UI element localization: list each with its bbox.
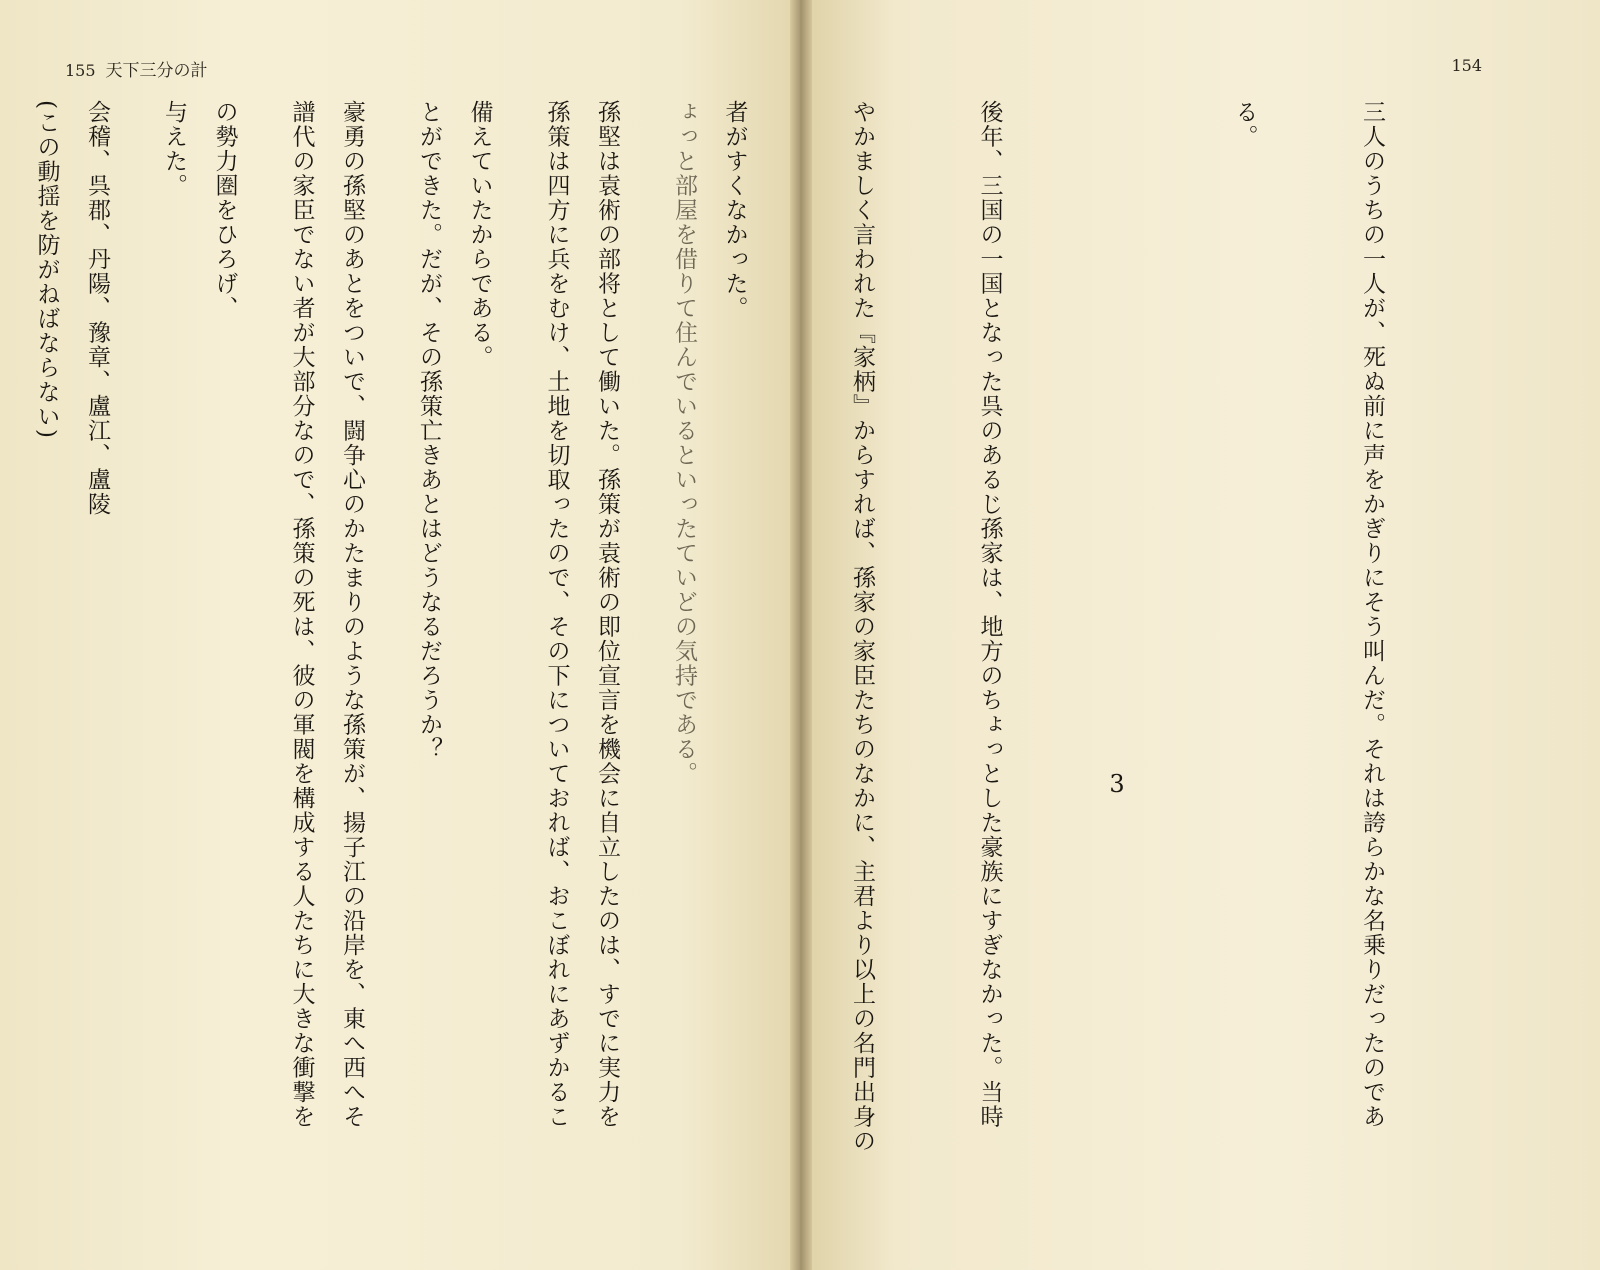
text-line: 備えていたからである。: [466, 100, 493, 370]
right-page-header: [1451, 56, 1482, 75]
left-page-header: [65, 56, 208, 81]
book-gutter: [790, 0, 812, 1270]
text-line: 与えた。: [161, 100, 187, 198]
text-line: 孫堅は袁術の部将として働いた。孫策が袁術の即位宣言を機会に自立したのは、すでに実力を: [594, 100, 620, 1129]
text-line: 豪勇の孫堅のあとをついで、闘争心のかたまりのような孫策が、揚子江の沿岸を、東へ西へそ: [339, 100, 365, 1129]
text-line: 会稽、呉郡、丹陽、豫章、盧江、盧陵: [84, 100, 110, 517]
text-line: 者がすくなかった。: [721, 100, 748, 321]
left-page-number: 155: [65, 61, 96, 80]
running-head: 天下三分の計: [105, 61, 208, 81]
text-line: ょっと部屋を借りて住んでいるといったていどの気持である。: [671, 100, 697, 786]
text-line: る。: [1231, 100, 1258, 149]
text-line: とができた。だが、その孫策亡きあとはどうなるだろうか？: [416, 100, 442, 762]
text-line: の勢力圏をひろげ、: [211, 100, 238, 321]
right-page-number: 154: [1451, 56, 1482, 75]
section-number: 3: [1103, 770, 1131, 800]
text-line: 孫策は四方に兵をむけ、土地を切取ったので、その下についておれば、おこぼれにあずかるこ: [543, 100, 570, 1129]
text-line: やかましく言われた『家柄』からすれば、孫家の家臣たちのなかに、主君より以上の名門出身の: [849, 100, 875, 1154]
text-line: (この動揺を防がねばならない): [33, 100, 60, 440]
text-line: 譜代の家臣でない者が大部分なので、孫策の死は、彼の軍閥を構成する人たちに大きな衝撃を: [288, 100, 315, 1129]
text-line: 三人のうちの一人が、死ぬ前に声をかぎりにそう叫んだ。それは誇らかな名乗りだったのであ: [1359, 100, 1385, 1129]
text-line: 後年、三国の一国となった呉のあるじ孫家は、地方のちょっとした豪族にすぎなかった。当時: [976, 100, 1003, 1129]
